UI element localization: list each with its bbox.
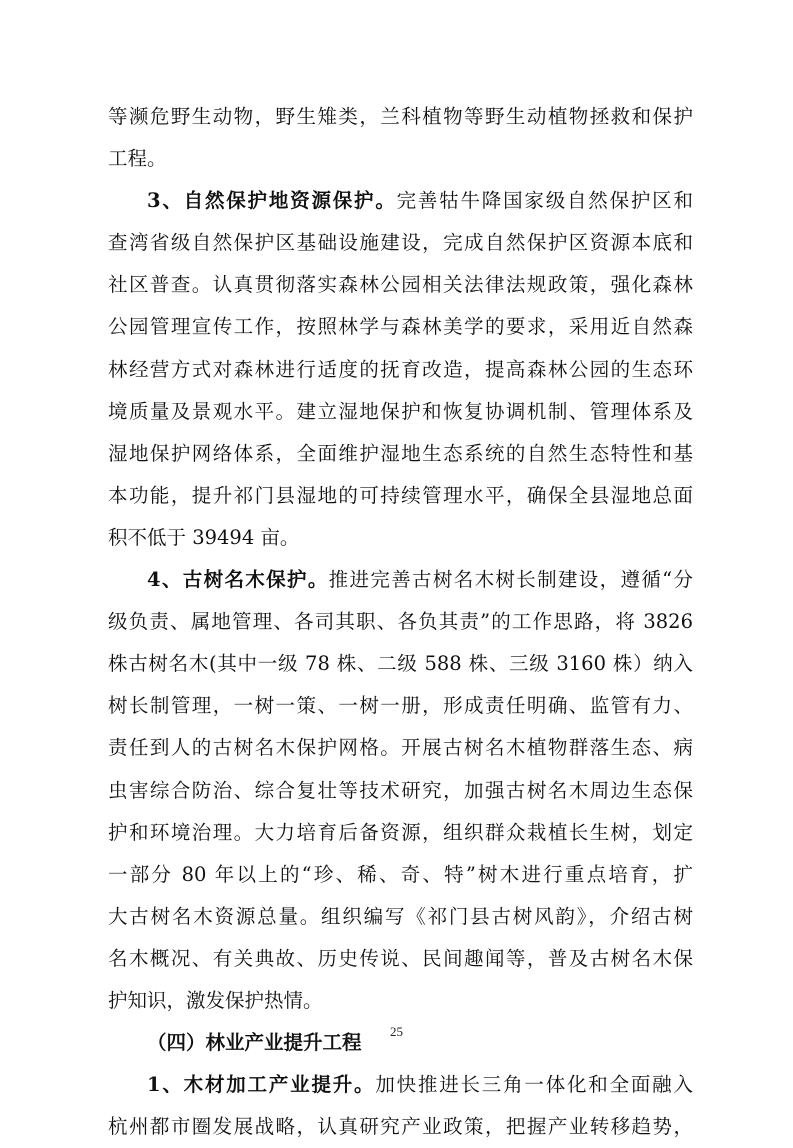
paragraph-line: 护知识，激发保护热情。 xyxy=(108,988,323,1012)
paragraph-line: 境质量及景观水平。建立湿地保护和恢复协调机制、管理体系及 xyxy=(108,399,693,423)
paragraph-line: 虫害综合防治、综合复壮等技术研究，加强古树名木周边生态保 xyxy=(108,778,693,802)
paragraph-line: 积不低于 39494 亩。 xyxy=(108,525,300,549)
paragraph-line: 一部分 80 年以上的“珍、稀、奇、特”树木进行重点培育，扩 xyxy=(108,862,693,886)
paragraph-line: 林经营方式对森林进行适度的抚育改造，提高森林公园的生态环 xyxy=(108,357,693,381)
section-4-first-line xyxy=(108,559,693,601)
paragraph-line: 级负责、属地管理、各司其职、各负其责”的工作思路，将 3826 xyxy=(108,610,693,634)
section-4-text: 推进完善古树名木树长制建设，遵循“分 xyxy=(328,568,693,592)
section-heading: （四）林业产业提升工程 xyxy=(147,1031,362,1055)
section-3-text: 完善牯牛降国家级自然保护区和 xyxy=(396,189,693,213)
paragraph-line: 本功能，提升祁门县湿地的可持续管理水平，确保全县湿地总面 xyxy=(108,483,693,507)
body-text xyxy=(108,96,693,1148)
section-3-title: 3、自然保护地资源保护。 xyxy=(147,189,397,213)
paragraph-line: 工程。 xyxy=(108,147,167,171)
page-number: 25 xyxy=(390,1024,403,1039)
subsection-1-title: 1、木材加工产业提升。 xyxy=(147,1073,376,1097)
paragraph-line: 公园管理宣传工作，按照林学与森林美学的要求，采用近自然森 xyxy=(108,315,693,339)
subsection-1-first-line xyxy=(108,1064,693,1106)
paragraph-line: 等濒危野生动物，野生雉类，兰科植物等野生动植物拯救和保护 xyxy=(108,105,693,128)
subsection-1-text: 加快推进长三角一体化和全面融入 xyxy=(375,1073,693,1097)
paragraph-line: 树长制管理，一树一策、一树一册，形成责任明确、监管有力、 xyxy=(108,694,693,718)
section-3-first-line xyxy=(108,180,693,222)
paragraph-line: 大古树名木资源总量。组织编写《祁门县古树风韵》，介绍古树 xyxy=(108,904,693,928)
paragraph-line: 查湾省级自然保护区基础设施建设，完成自然保护区资源本底和 xyxy=(108,231,693,255)
paragraph-line: 护和环境治理。大力培育后备资源，组织群众栽植长生树，划定 xyxy=(108,820,693,844)
paragraph-line: 株古树名木(其中一级 78 株、二级 588 株、三级 3160 株）纳入 xyxy=(108,652,693,676)
paragraph-line: 杭州都市圈发展战略，认真研究产业政策，把握产业转移趋势， xyxy=(108,1115,693,1139)
paragraph-line: 名木概况、有关典故、历史传说、民间趣闻等，普及古树名木保 xyxy=(108,946,693,970)
paragraph-line: 责任到人的古树名木保护网格。开展古树名木植物群落生态、病 xyxy=(108,736,693,760)
paragraph-line: 社区普查。认真贯彻落实森林公园相关法律法规政策，强化森林 xyxy=(108,273,693,297)
paragraph-line: 湿地保护网络体系，全面维护湿地生态系统的自然生态特性和基 xyxy=(108,441,693,465)
section-4-title: 4、古树名木保护。 xyxy=(147,568,329,592)
